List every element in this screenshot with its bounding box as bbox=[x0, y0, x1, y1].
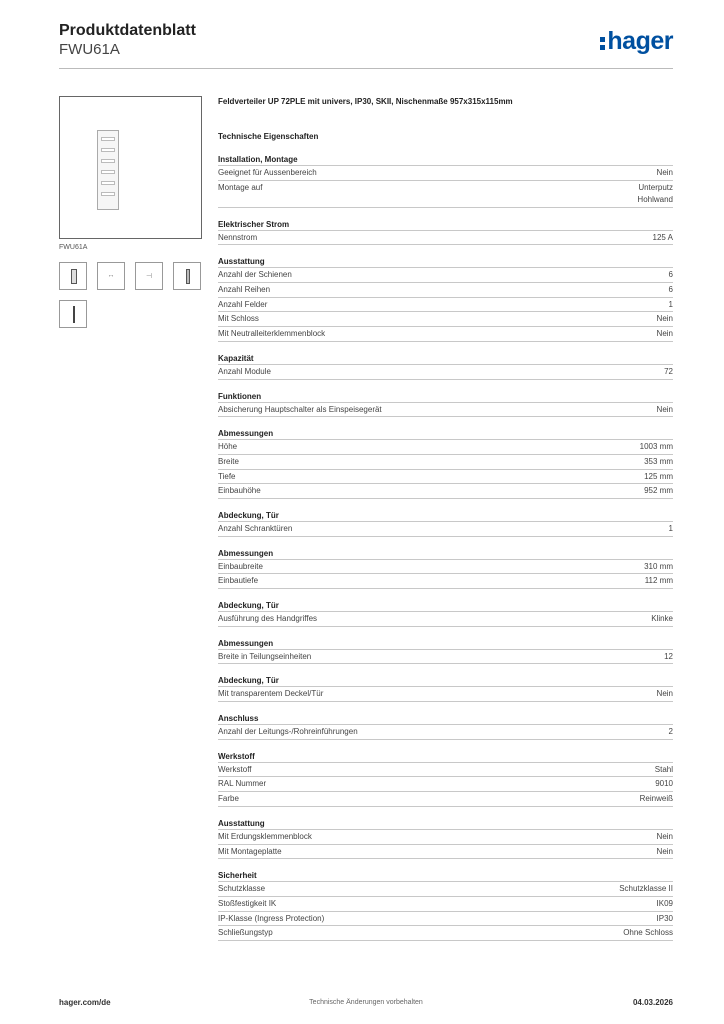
section-title: Anschluss bbox=[218, 713, 673, 725]
spec-label: Einbautiefe bbox=[218, 576, 259, 586]
spec-section bbox=[218, 713, 673, 740]
spec-label: Ausführung des Handgriffes bbox=[218, 614, 318, 623]
spec-value-line: Unterputz bbox=[638, 182, 673, 192]
spec-section bbox=[218, 675, 673, 702]
spec-value bbox=[644, 485, 673, 498]
spec-row bbox=[218, 725, 673, 740]
header-divider bbox=[59, 68, 673, 69]
spec-row bbox=[218, 687, 673, 702]
spec-value bbox=[657, 167, 673, 180]
spec-value-line: 9010 bbox=[655, 779, 673, 789]
thumbnail-2[interactable] bbox=[97, 262, 125, 290]
spec-section bbox=[218, 219, 673, 246]
spec-value-line: Nein bbox=[656, 831, 673, 841]
section-title: Elektrischer Strom bbox=[218, 219, 673, 231]
spec-value-line: 1 bbox=[668, 523, 673, 533]
spec-value bbox=[657, 831, 673, 844]
spec-row bbox=[218, 777, 673, 792]
spec-value-line: Schutzklasse II bbox=[619, 884, 673, 894]
spec-label: Anzahl Module bbox=[218, 366, 271, 376]
technical-properties-heading: Technische Eigenschaften bbox=[218, 132, 319, 141]
spec-section bbox=[218, 428, 673, 499]
spec-row bbox=[218, 650, 673, 665]
spec-label: Stoßfestigkeit IK bbox=[218, 898, 277, 908]
spec-value-line: Nein bbox=[656, 846, 673, 856]
spec-section bbox=[218, 353, 673, 380]
section-title: Installation, Montage bbox=[218, 154, 673, 166]
spec-value bbox=[657, 688, 673, 701]
spec-label: Breite bbox=[218, 456, 239, 466]
spec-row bbox=[218, 882, 673, 897]
spec-row bbox=[218, 763, 673, 778]
spec-value-line: 1003 mm bbox=[639, 442, 673, 452]
spec-label: Anzahl Felder bbox=[218, 299, 268, 309]
spec-row bbox=[218, 845, 673, 860]
document-title: Produktdatenblatt bbox=[59, 22, 196, 39]
spec-value-line: 353 mm bbox=[644, 456, 673, 466]
spec-label: Mit Erdungsklemmenblock bbox=[218, 831, 312, 841]
spec-value-line: Klinke bbox=[651, 614, 673, 623]
spec-value bbox=[669, 726, 673, 739]
spec-label: Einbaubreite bbox=[218, 561, 263, 571]
spec-section bbox=[218, 391, 673, 418]
spec-sections bbox=[218, 154, 673, 941]
spec-label: RAL Nummer bbox=[218, 779, 267, 789]
spec-label: Mit Neutralleiterklemmenblock bbox=[218, 329, 326, 339]
spec-value bbox=[657, 913, 673, 926]
spec-value-line: Nein bbox=[656, 329, 673, 339]
spec-label: Anzahl Schranktüren bbox=[218, 523, 293, 533]
spec-value-line: Nein bbox=[656, 689, 673, 699]
spec-row bbox=[218, 897, 673, 912]
spec-value-line: Reinweiß bbox=[639, 794, 673, 804]
spec-row bbox=[218, 283, 673, 298]
spec-value-line: Nein bbox=[656, 404, 673, 414]
distribution-cabinet-icon bbox=[97, 130, 119, 210]
spec-value bbox=[669, 284, 673, 297]
spec-value-line: IK09 bbox=[656, 898, 673, 908]
spec-row bbox=[218, 560, 673, 575]
spec-label: Nennstrom bbox=[218, 232, 258, 242]
spec-value bbox=[657, 313, 673, 326]
spec-value bbox=[655, 778, 673, 791]
spec-label: Anzahl der Schienen bbox=[218, 270, 292, 280]
spec-value-line: 12 bbox=[664, 651, 673, 661]
spec-value bbox=[664, 366, 673, 379]
section-title: Abmessungen bbox=[218, 638, 673, 650]
spec-label: Mit transparentem Deckel/Tür bbox=[218, 689, 324, 699]
spec-label: Anzahl Reihen bbox=[218, 285, 271, 295]
spec-section bbox=[218, 818, 673, 859]
spec-value-line: 952 mm bbox=[644, 486, 673, 496]
spec-section bbox=[218, 256, 673, 341]
spec-row bbox=[218, 792, 673, 807]
spec-value-line: Nein bbox=[656, 168, 673, 177]
spec-label: Geeignet für Aussenbereich bbox=[218, 168, 317, 177]
spec-value bbox=[640, 441, 673, 454]
section-title: Werkstoff bbox=[218, 751, 673, 763]
section-title: Funktionen bbox=[218, 391, 673, 403]
spec-value bbox=[669, 269, 673, 282]
spec-value-line: 125 A bbox=[652, 232, 673, 242]
spec-value bbox=[669, 523, 673, 536]
image-caption: FWU61A bbox=[59, 244, 88, 251]
spec-value bbox=[657, 846, 673, 859]
spec-section bbox=[218, 751, 673, 807]
spec-row bbox=[218, 312, 673, 327]
spec-row bbox=[218, 830, 673, 845]
spec-value-line: 72 bbox=[664, 366, 673, 376]
spec-value-line: 6 bbox=[668, 285, 673, 295]
dimension-drawing-icon: ↔ bbox=[107, 272, 115, 279]
spec-value-line: Nein bbox=[656, 314, 673, 324]
section-title: Sicherheit bbox=[218, 870, 673, 882]
spec-row bbox=[218, 926, 673, 941]
spec-value-line: 1 bbox=[668, 299, 673, 309]
spec-value-line: 125 mm bbox=[644, 471, 673, 481]
spec-section bbox=[218, 600, 673, 627]
spec-label: Tiefe bbox=[218, 471, 236, 481]
cabinet-profile-icon bbox=[73, 306, 75, 323]
spec-value bbox=[645, 575, 673, 588]
spec-value bbox=[664, 651, 673, 664]
hager-logo[interactable] bbox=[600, 28, 673, 54]
footer-website-link[interactable]: hager.com/de bbox=[59, 998, 111, 1007]
section-title: Abdeckung, Tür bbox=[218, 600, 673, 612]
spec-row bbox=[218, 912, 673, 927]
section-title: Ausstattung bbox=[218, 256, 673, 268]
section-title: Abmessungen bbox=[218, 548, 673, 560]
spec-section bbox=[218, 870, 673, 941]
spec-row bbox=[218, 327, 673, 342]
thumbnail-1[interactable] bbox=[59, 262, 87, 290]
spec-label: Breite in Teilungseinheiten bbox=[218, 651, 312, 661]
spec-value-line: IP30 bbox=[656, 913, 673, 923]
thumbnail-5[interactable] bbox=[59, 300, 87, 328]
spec-label: Absicherung Hauptschalter als Einspeisegerät bbox=[218, 404, 382, 414]
spec-row bbox=[218, 268, 673, 283]
spec-value-line: Ohne Schloss bbox=[623, 928, 673, 938]
spec-value-line: 2 bbox=[668, 727, 673, 737]
spec-value bbox=[657, 404, 673, 417]
spec-section bbox=[218, 638, 673, 665]
spec-value-line: Stahl bbox=[654, 764, 673, 774]
spec-value bbox=[644, 471, 673, 484]
spec-section bbox=[218, 154, 673, 208]
spec-value bbox=[655, 764, 673, 777]
spec-value-line: 310 mm bbox=[644, 561, 673, 571]
spec-row bbox=[218, 298, 673, 313]
spec-value bbox=[669, 299, 673, 312]
spec-section bbox=[218, 548, 673, 589]
spec-value bbox=[637, 182, 673, 207]
spec-row bbox=[218, 455, 673, 470]
spec-label: Montage auf bbox=[218, 182, 263, 192]
section-title: Abdeckung, Tür bbox=[218, 510, 673, 522]
spec-value bbox=[651, 613, 673, 626]
spec-row bbox=[218, 231, 673, 246]
spec-value bbox=[657, 898, 673, 911]
spec-label: Höhe bbox=[218, 442, 238, 452]
spec-label: Einbauhöhe bbox=[218, 486, 261, 496]
spec-row bbox=[218, 574, 673, 589]
thumbnail-4[interactable] bbox=[173, 262, 201, 290]
spec-row bbox=[218, 403, 673, 418]
page-header bbox=[59, 22, 673, 68]
logo-text: hager bbox=[607, 27, 673, 55]
spec-row bbox=[218, 166, 673, 181]
cabinet-side-icon bbox=[186, 269, 190, 284]
section-title: Abmessungen bbox=[218, 428, 673, 440]
spec-value-line: Hohlwand bbox=[637, 195, 673, 205]
spec-value bbox=[619, 883, 673, 896]
spec-label: Werkstoff bbox=[218, 764, 252, 774]
spec-row bbox=[218, 181, 673, 208]
spec-row bbox=[218, 484, 673, 499]
logo-dots-icon bbox=[600, 37, 605, 50]
spec-value bbox=[644, 456, 673, 469]
spec-value bbox=[644, 561, 673, 574]
spec-row bbox=[218, 470, 673, 485]
spec-row bbox=[218, 522, 673, 537]
specification-content bbox=[218, 96, 673, 941]
spec-row bbox=[218, 440, 673, 455]
product-description: Feldverteiler UP 72PLE mit univers, IP30, SKII, Nischenmaße 957x315x115mm bbox=[218, 97, 513, 106]
spec-value bbox=[657, 328, 673, 341]
spec-value bbox=[640, 793, 673, 806]
spec-value bbox=[653, 232, 673, 245]
footer-date: 04.03.2026 bbox=[632, 998, 673, 1007]
product-image[interactable] bbox=[59, 96, 202, 239]
spec-value-line: 6 bbox=[668, 270, 673, 280]
spec-row bbox=[218, 365, 673, 380]
spec-value bbox=[623, 927, 673, 940]
spec-label: Mit Schloss bbox=[218, 314, 259, 324]
section-title: Kapazität bbox=[218, 353, 673, 365]
cabinet-front-icon bbox=[71, 269, 77, 284]
side-drawing-icon: ⊣ bbox=[145, 273, 153, 280]
product-code: FWU61A bbox=[59, 41, 120, 58]
spec-value-line: 112 mm bbox=[644, 576, 673, 586]
thumbnail-3[interactable] bbox=[135, 262, 163, 290]
spec-label: IP-Klasse (Ingress Protection) bbox=[218, 913, 325, 923]
spec-label: Farbe bbox=[218, 794, 239, 804]
spec-label: Schutzklasse bbox=[218, 884, 266, 894]
footer-disclaimer: Technische Änderungen vorbehalten bbox=[309, 999, 423, 1006]
section-title: Ausstattung bbox=[218, 818, 673, 830]
spec-section bbox=[218, 510, 673, 537]
spec-row bbox=[218, 612, 673, 627]
section-title: Abdeckung, Tür bbox=[218, 675, 673, 687]
spec-label: Schließungstyp bbox=[218, 928, 273, 938]
spec-label: Mit Montageplatte bbox=[218, 846, 282, 856]
spec-label: Anzahl der Leitungs-/Rohreinführungen bbox=[218, 727, 358, 737]
